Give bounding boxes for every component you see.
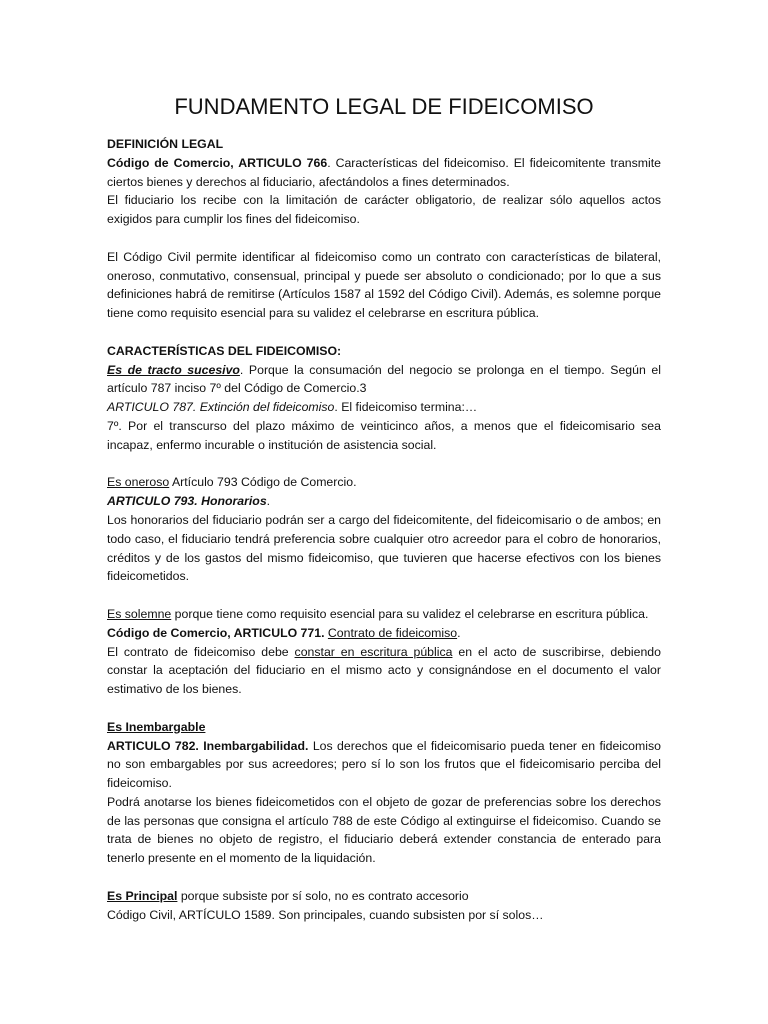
article-label: ARTICULO 787. Extinción del fideicomiso (107, 400, 335, 415)
paragraph-text: . Características del fideicomiso. El fideicomitente transmite ciertos bienes y derechos al fiduciario, afectándolos a fines determinados. (107, 155, 661, 189)
article-label: Código de Comercio, ARTICULO 771. (107, 625, 325, 640)
paragraph-honorarios: Los honorarios del fiduciario podrán ser a cargo del fideicomitente, del fideicomisario o de ambos; en todo caso, el fiduciario tendrá preferencia sobre cualquier otro acreedor para el cobro de honorarios, créditos y de los gastos del mismo fideicomiso, que tuvieren que hacerse efectivos con los bienes fideicometidos. (107, 512, 661, 584)
paragraph-art-782 (107, 737, 661, 793)
paragraph-text: Los derechos que el fideicomisario pueda tener en fideicomiso no son embargables por sus acreedores; pero sí lo son los frutos que el fideicomisario perciba del fideicomiso. (107, 738, 661, 791)
section-heading-definicion: DEFINICIÓN LEGAL (107, 137, 224, 151)
paragraph-fiduciario: El fiduciario los recibe con la limitación de carácter obligatorio, de realizar sólo aquellos actos exigidos para cumplir los fines del fideicomiso. (107, 193, 661, 227)
paragraph-oneroso (107, 473, 661, 492)
article-label: Código de Comercio, ARTICULO 766 (107, 155, 328, 170)
paragraph-art-771 (107, 624, 661, 643)
paragraph-tracto-sucesivo (107, 361, 661, 399)
term-label: Es solemne (107, 606, 172, 621)
paragraph-text: porque subsiste por sí solo, no es contrato accesorio (177, 888, 469, 903)
paragraph-text: El contrato de fideicomiso debe (107, 644, 295, 659)
page-title: FUNDAMENTO LEGAL DE FIDEICOMISO (174, 94, 594, 119)
paragraph-text: en el acto de suscribirse, debiendo constar la aceptación del fiduciario en el mismo acto y consignándose en el documento el valor estimativo de los bienes. (107, 644, 661, 697)
paragraph-anotarse: Podrá anotarse los bienes fideicometidos con el objeto de gozar de preferencias sobre los derechos de las personas que consigna el artículo 788 de este Código al extinguirse el fideicomiso. Cuando se trata de bienes no objeto de registro, el fiduciario deberá extender constancia de enterado para tenerlo presente en el momento de la liquidación. (107, 794, 661, 866)
paragraph-text: . El fideicomiso termina:… (334, 400, 478, 415)
term-label-inembargable: Es Inembargable (107, 719, 206, 734)
article-label: ARTICULO 782. Inembargabilidad. (107, 738, 309, 753)
contrato-link[interactable]: Contrato de fideicomiso (327, 625, 458, 640)
paragraph-art-793 (107, 492, 661, 511)
paragraph-codigo-civil: El Código Civil permite identificar al fideicomiso como un contrato con características de bilateral, oneroso, conmutativo, consensual, principal y puede ser absoluto o condicionado; por lo que a sus definiciones habrá de remitirse (Artículos 1587 al 1592 del Código Civil). Además, es solemne porque tiene como requisito esencial para su validez el celebrarse en escritura pública. (107, 249, 661, 321)
punctuation: . (457, 625, 461, 640)
article-label: ARTICULO 793. Honorarios (107, 494, 267, 509)
term-label: Es de tracto sucesivo (107, 362, 240, 377)
paragraph-text: Artículo 793 Código de Comercio. (169, 475, 357, 490)
paragraph-art-766 (107, 154, 661, 192)
paragraph-text: porque tiene como requisito esencial para su validez el celebrarse en escritura pública. (171, 606, 649, 621)
section-heading-caracteristicas: CARACTERÍSTICAS DEL FIDEICOMISO: (107, 343, 342, 358)
document-body (107, 135, 661, 924)
punctuation: . (266, 494, 271, 509)
paragraph-solemne (107, 605, 661, 624)
paragraph-art-1589: Código Civil, ARTÍCULO 1589. Son principales, cuando subsisten por sí solos… (107, 907, 544, 922)
paragraph-contrato (107, 643, 661, 699)
paragraph-art-787 (107, 398, 661, 417)
paragraph-principal (107, 887, 661, 906)
paragraph-art-787-item: 7º. Por el transcurso del plazo máximo de veinticinco años, a menos que el fideicomisario sea incapaz, enfermo incurable o institución de asistencia social. (107, 418, 661, 452)
term-label: Es oneroso (107, 475, 170, 490)
escritura-publica-link[interactable]: constar en escritura pública (294, 644, 453, 659)
term-label: Es Principal (107, 888, 178, 903)
paragraph-text: . Porque la consumación del negocio se prolonga en el tiempo. Según el artículo 787 inciso 7º del Código de Comercio.3 (107, 362, 661, 396)
